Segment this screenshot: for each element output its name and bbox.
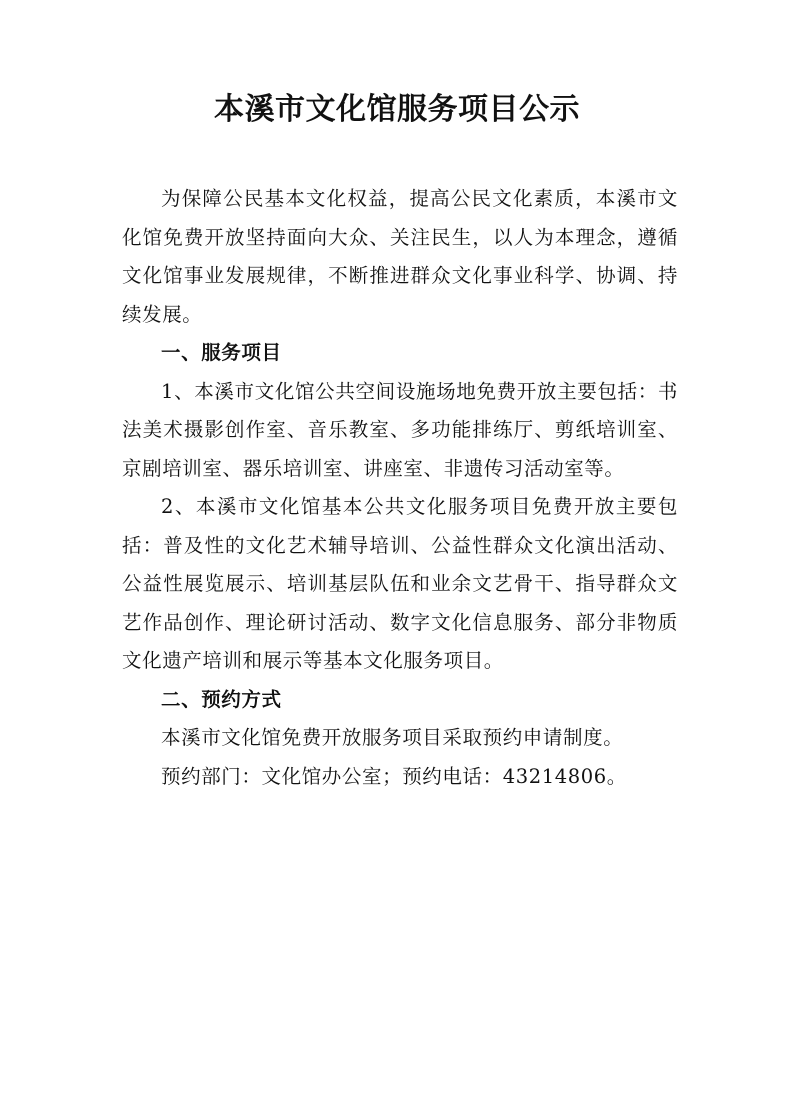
section-heading-services: 一、服务项目 bbox=[161, 341, 282, 364]
section-heading-reservation: 二、预约方式 bbox=[161, 687, 282, 711]
reservation-line-2: 预约部门：文化馆办公室；预约电话：43214806。 bbox=[161, 764, 627, 788]
document-title: 本溪市文化馆服务项目公示 bbox=[214, 92, 580, 127]
services-item-2: 2、本溪市文化馆基本公共文化服务项目免费开放主要包括：普及性的文化艺术辅导培训、公益性群众文化演出活动、公益性展览展示、培训基层队伍和业余文艺骨干、指导群众文艺作品创作、理论研讨活动、数字文化信息服务、部分非物质文化遗产培训和展示等基本文化服务项目。 bbox=[122, 495, 678, 672]
services-item-1: 1、本溪市文化馆公共空间设施场地免费开放主要包括：书法美术摄影创作室、音乐教室、多功能排练厅、剪纸培训室、京剧培训室、器乐培训室、讲座室、非遗传习活动室等。 bbox=[122, 379, 678, 480]
reservation-line-1: 本溪市文化馆免费开放服务项目采取预约申请制度。 bbox=[161, 726, 624, 749]
document-body bbox=[122, 180, 678, 796]
intro-paragraph: 为保障公民基本文化权益，提高公民文化素质，本溪市文化馆免费开放坚持面向大众、关注民生，以人为本理念，遵循文化馆事业发展规律，不断推进群众文化事业科学、协调、持续发展。 bbox=[122, 187, 678, 326]
